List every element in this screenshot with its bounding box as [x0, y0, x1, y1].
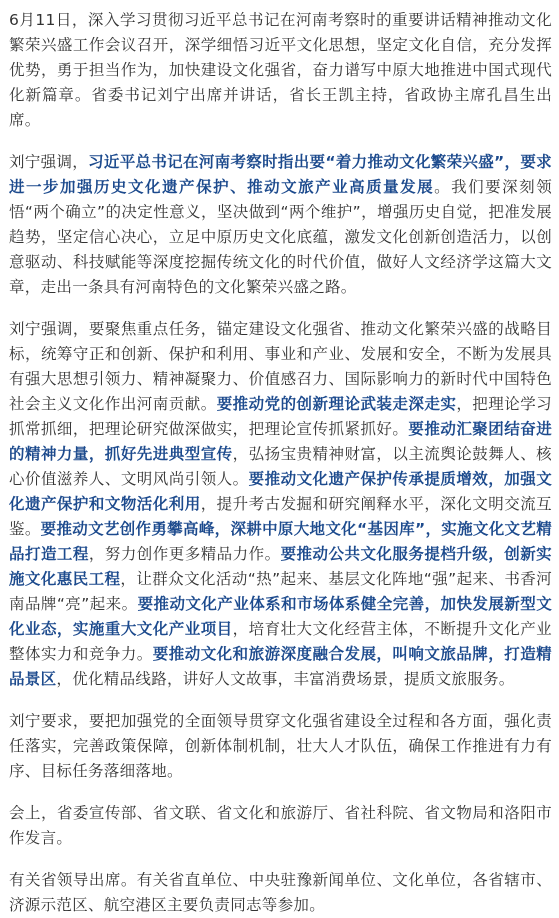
paragraph-text: ，提升考古发掘和研究阐释水平，深化文明交流互鉴。 [9, 495, 552, 538]
paragraph-meeting-intro [9, 8, 552, 133]
paragraph-text: 刘宁强调，要聚焦重点任务，锚定建设文化强省、推动文化繁荣兴盛的战略目标，统筹守正和创新、保护和利用、事业和产业、发展和安全，不断为发展具有强大思想引领力、精神凝聚力、价值感召力、国际影响力的新时代中国特色社会主义文化作出河南贡献。 [9, 320, 552, 413]
highlighted-text: 要推动文化产业体系和市场体系健全完善，加快发展新型文化业态，实施重大文化产业项目 [9, 595, 552, 638]
paragraph-speakers [9, 801, 552, 851]
highlighted-text: 习近平总书记在河南考察时指出要“着力推动文化繁荣兴盛”，要求进一步加强历史文化遗产保护、推动文旅产业高质量发展 [9, 153, 552, 196]
paragraph-text: 6月11日，深入学习贯彻习近平总书记在河南考察时的重要讲话精神推动文化繁荣兴盛工作会议召开，深学细悟习近平文化思想，坚定文化自信，充分发挥优势，勇于担当作为，加快建设文化强省，奋力谱写中原大地推进中国式现代化新篇章。省委书记刘宁出席并讲话，省长王凯主持，省政协主席孔昌生出席。 [9, 11, 552, 129]
paragraph-text: 会上，省委宣传部、省文联、省文化和旅游厅、省社科院、省文物局和洛阳市作发言。 [9, 804, 552, 847]
paragraph-text: ，培育壮大文化经营主体，不断提升文化产业整体实力和竞争力。 [9, 620, 552, 663]
paragraph-requirements [9, 709, 552, 784]
paragraph-text: ，把理论学习抓常抓细，把理论研究做深做实，把理论宣传抓紧抓好。 [9, 395, 552, 438]
paragraph-text: ，努力创作更多精品力作。 [88, 545, 281, 563]
highlighted-text: 要推动汇聚团结奋进的精神力量，抓好先进典型宣传 [9, 420, 552, 463]
paragraph-text: 刘宁要求，要把加强党的全面领导贯穿文化强省建设全过程和各方面，强化责任落实，完善政策保障，创新体制机制，壮大人才队伍，确保工作推进有力有序、目标任务落细落地。 [9, 712, 552, 780]
paragraph-key-tasks [9, 317, 552, 692]
highlighted-text: 要推动文化和旅游深度融合发展，叫响文旅品牌，打造精品景区 [9, 645, 552, 688]
paragraph-text: 有关省领导出席。有关省直单位、中央驻豫新闻单位、文化单位，各省辖市、济源示范区、航空港区主要负责同志等参加。 [9, 871, 552, 914]
paragraph-attendees [9, 868, 552, 918]
highlighted-text: 要推动公共文化服务提档升级，创新实施文化惠民工程 [9, 545, 552, 588]
paragraph-emphasis [9, 150, 552, 300]
paragraph-text: ，让群众文化活动“热”起来、基层文化阵地“强”起来、书香河南品牌“亮”起来。 [9, 570, 552, 613]
highlighted-text: 要推动文艺创作勇攀高峰，深耕中原大地文化“基因库”，实施文化文艺精品打造工程 [9, 520, 552, 563]
highlighted-text: 要推动文化遗产保护传承提质增效，加强文化遗产保护和文物活化利用 [9, 470, 552, 513]
paragraph-text: 刘宁强调， [9, 153, 89, 171]
paragraph-text: ，优化精品线路，讲好人文故事，丰富消费场景，提质文旅服务。 [56, 670, 515, 688]
highlighted-text: 要推动党的创新理论武装走深走实 [216, 395, 457, 413]
paragraph-text: ，弘扬宝贵精神财富，以主流舆论鼓舞人、核心价值滋养人、文明风尚引领人。 [9, 445, 552, 488]
paragraph-text: 。我们要深刻领悟“两个确立”的决定性意义，坚决做到“两个维护”，增强历史自觉，把准发展趋势，坚定信心决心，立足中原历史文化底蕴，激发文化创新创造活力，以创意驱动、科技赋能等深度挖掘传统文化的时代价值，做好人文经济学这篇大文章，走出一条具有河南特色的文化繁荣兴盛之路。 [9, 178, 552, 296]
